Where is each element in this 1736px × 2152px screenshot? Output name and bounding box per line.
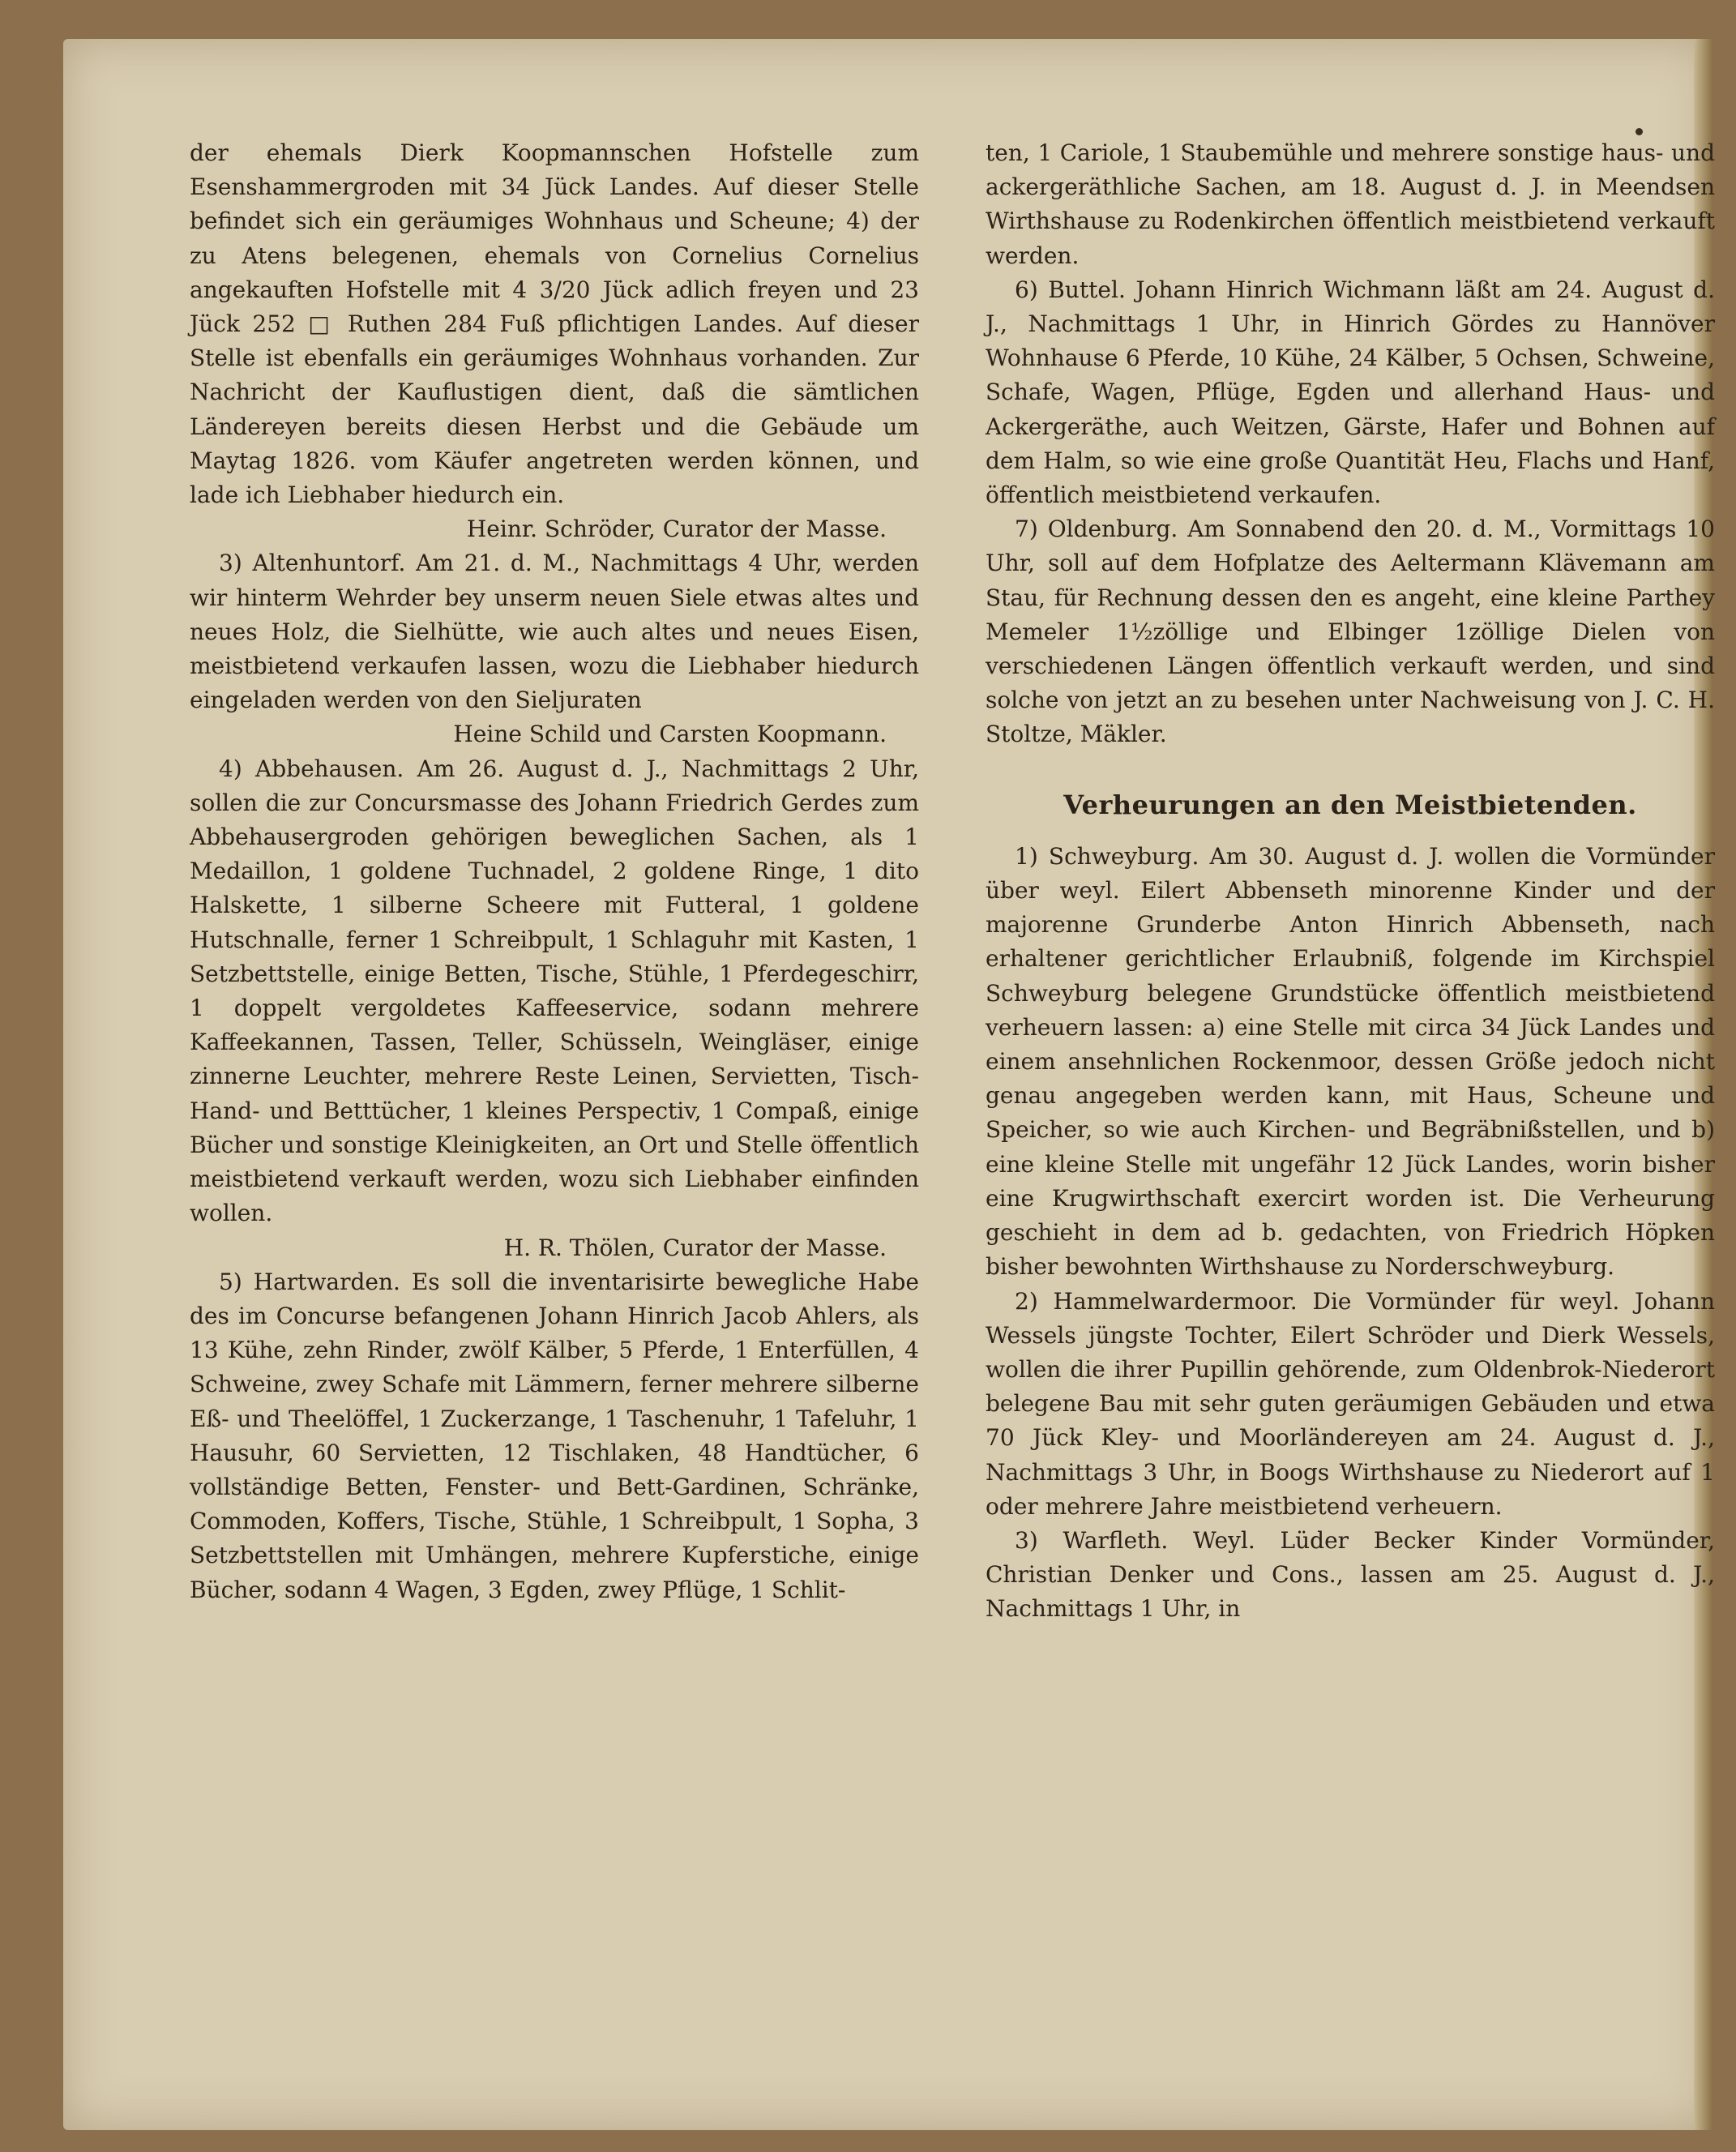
notice-hammelwardermoor: 2) Hammelwardermoor. Die Vormünder für weyl. Johann Wessels jüngste Tochter, Eilert Schröder und Dierk Wessels, wollen die ihrer Pupillin gehörende, zum Oldenbrok-Niederort belegene Bau mit sehr guten geräumigen Gebäuden und etwa 70 Jück Kley- und Moorländereyen am 24. August d. J., Nachmittags 3 Uhr, in Boogs Wirthshause zu Niederort auf 1 oder mehrere Jahre meistbietend verheuern. xyxy=(986,1287,1715,1520)
notice-oldenburg: 7) Oldenburg. Am Sonnabend den 20. d. M., Vormittags 10 Uhr, soll auf dem Hofplatze des Aeltermann Klävemann am Stau, für Rechnung dessen den es angeht, eine kleine Parthey Memeler 1½zöllige und Elbinger 1zöllige Dielen von verschiedenen Längen öffentlich verkauft werden, und sind solche von jetzt an zu besehen unter Nachweisung von J. C. H. Stoltze, Mäkler. xyxy=(986,516,1715,748)
notice-schweyburg: 1) Schweyburg. Am 30. August d. J. wollen die Vormünder über weyl. Eilert Abbenseth minorenne Kinder und der majorenne Grunderbe Anton Hinrich Abbenseth, nach erhaltener gerichtlicher Erlaubniß, folgende im Kirchspiel Schweyburg belegene Grundstücke öffentlich meistbietend verheuern lassen: a) eine Stelle mit circa 34 Jück Landes und einem ansehnlichen Rockenmoor, dessen Größe jedoch nicht genau angegeben werden kann, mit Haus, Scheune und Speicher, so wie auch Kirchen- und Begräbnißstellen, und b) eine kleine Stelle mit ungefähr 12 Jück Landes, worin bisher eine Krugwirthschaft exercirt worden ist. Die Verheurung geschieht in dem ad b. gedachten, von Friedrich Höpken bisher bewohnten Wirthshause zu Norderschweyburg. xyxy=(986,842,1715,1281)
notice-warfleth: 3) Warfleth. Weyl. Lüder Becker Kinder Vormünder, Christian Denker und Cons., lassen am 25. August d. J., Nachmittags 1 Uhr, in xyxy=(986,1526,1715,1623)
notice-abbehausen: 4) Abbehausen. Am 26. August d. J., Nachmittags 2 Uhr, sollen die zur Concursmasse des Johann Friedrich Gerdes zum Abbehausergroden gehörigen beweglichen Sachen, als 1 Medaillon, 1 goldene Tuchnadel, 2 goldene Ringe, 1 dito Halskette, 1 silberne Scheere mit Futteral, 1 goldene Hutschnalle, ferner 1 Schreibpult, 1 Schlaguhr mit Kasten, 1 Setzbettstelle, einige Betten, Tische, Stühle, 1 Pferdegeschirr, 1 doppelt vergoldetes Kaffeeservice, sodann mehrere Kaffeekannen, Tassen, Teller, Schüsseln, Weingläser, einige zinnerne Leuchter, mehrere Reste Leinen, Servietten, Tisch- Hand- und Betttücher, 1 kleines Perspectiv, 1 Compaß, einige Bücher und sonstige Kleinigkeiten, an Ort und Stelle öffentlich meistbietend verkauft werden, wozu sich Liebhaber einfinden wollen. xyxy=(190,755,919,1227)
paragraph-koopmann-hofstelle: der ehemals Dierk Koopmannschen Hofstelle zum Esenshammergroden mit 34 Jück Landes. Auf dieser Stelle befindet sich ein geräumiges Wohnhaus und Scheune; 4) der zu Atens belegenen, ehemals von Cornelius Cornelius angekauften Hofstelle mit 4 3/20 Jück adlich freyen und 23 Jück 252 □ Ruthen 284 Fuß pflichtigen Landes. Auf dieser Stelle ist ebenfalls ein geräumiges Wohnhaus vorhanden. Zur Nachricht der Kauflustigen dient, daß die sämtlichen Ländereyen bereits diesen Herbst und die Gebäude um Maytag 1826. vom Käufer angetreten werden können, und lade ich Liebhaber hiedurch ein. xyxy=(190,139,919,509)
signature-schroeder: Heinr. Schröder, Curator der Masse. xyxy=(466,516,887,543)
left-column xyxy=(190,136,919,1607)
paragraph-hartwarden-continued: ten, 1 Cariole, 1 Staubemühle und mehrere sonstige haus- und ackergeräthliche Sachen, am 18. August d. J. in Meendsen Wirthshause zu Rodenkirchen öffentlich meistbietend verkauft werden. xyxy=(986,139,1715,269)
notice-altenhuntorf: 3) Altenhuntorf. Am 21. d. M., Nachmittags 4 Uhr, werden wir hinterm Wehrder bey unserm neuen Siele etwas altes und neues Holz, die Sielhütte, wie auch altes und neues Eisen, meistbietend verkaufen lassen, wozu die Liebhaber hiedurch eingeladen werden von den Sieljuraten xyxy=(190,550,919,714)
signature-thoelen: H. R. Thölen, Curator der Masse. xyxy=(503,1234,887,1261)
right-column xyxy=(986,136,1715,1627)
notice-hartwarden: 5) Hartwarden. Es soll die inventarisirte bewegliche Habe des im Concurse befangenen Johann Hinrich Jacob Ahlers, als 13 Kühe, zehn Rinder, zwölf Kälber, 5 Pferde, 1 Enterfüllen, 4 Schweine, zwey Schafe mit Lämmern, ferner mehrere silberne Eß- und Theelöffel, 1 Zuckerzange, 1 Taschenuhr, 1 Tafeluhr, 1 Hausuhr, 60 Servietten, 12 Tischlaken, 48 Handtücher, 6 vollständige Betten, Fenster- und Bett-Gardinen, Schränke, Commoden, Koffers, Tische, Stühle, 1 Schreibpult, 1 Sopha, 3 Setzbettstellen mit Umhängen, mehrere Kupferstiche, einige Bücher, sodann 4 Wagen, 3 Egden, zwey Pflüge, 1 Schlit- xyxy=(190,1268,919,1603)
notice-buttel: 6) Buttel. Johann Hinrich Wichmann läßt am 24. August d. J., Nachmittags 1 Uhr, in Hinrich Gördes zu Hannöver Wohnhause 6 Pferde, 10 Kühe, 24 Kälber, 5 Ochsen, Schweine, Schafe, Wagen, Pflüge, Egden und allerhand Haus- und Ackergeräthe, auch Weitzen, Gärste, Hafer und Bohnen auf dem Halm, so wie eine große Quantität Heu, Flachs und Hanf, öffentlich meistbietend verkaufen. xyxy=(986,276,1715,509)
signature-sieljuraten: Heine Schild und Carsten Koopmann. xyxy=(453,721,887,748)
section-heading-verheurungen: Verheurungen an den Meistbietenden. xyxy=(1063,789,1637,820)
ink-dot xyxy=(1636,128,1643,135)
